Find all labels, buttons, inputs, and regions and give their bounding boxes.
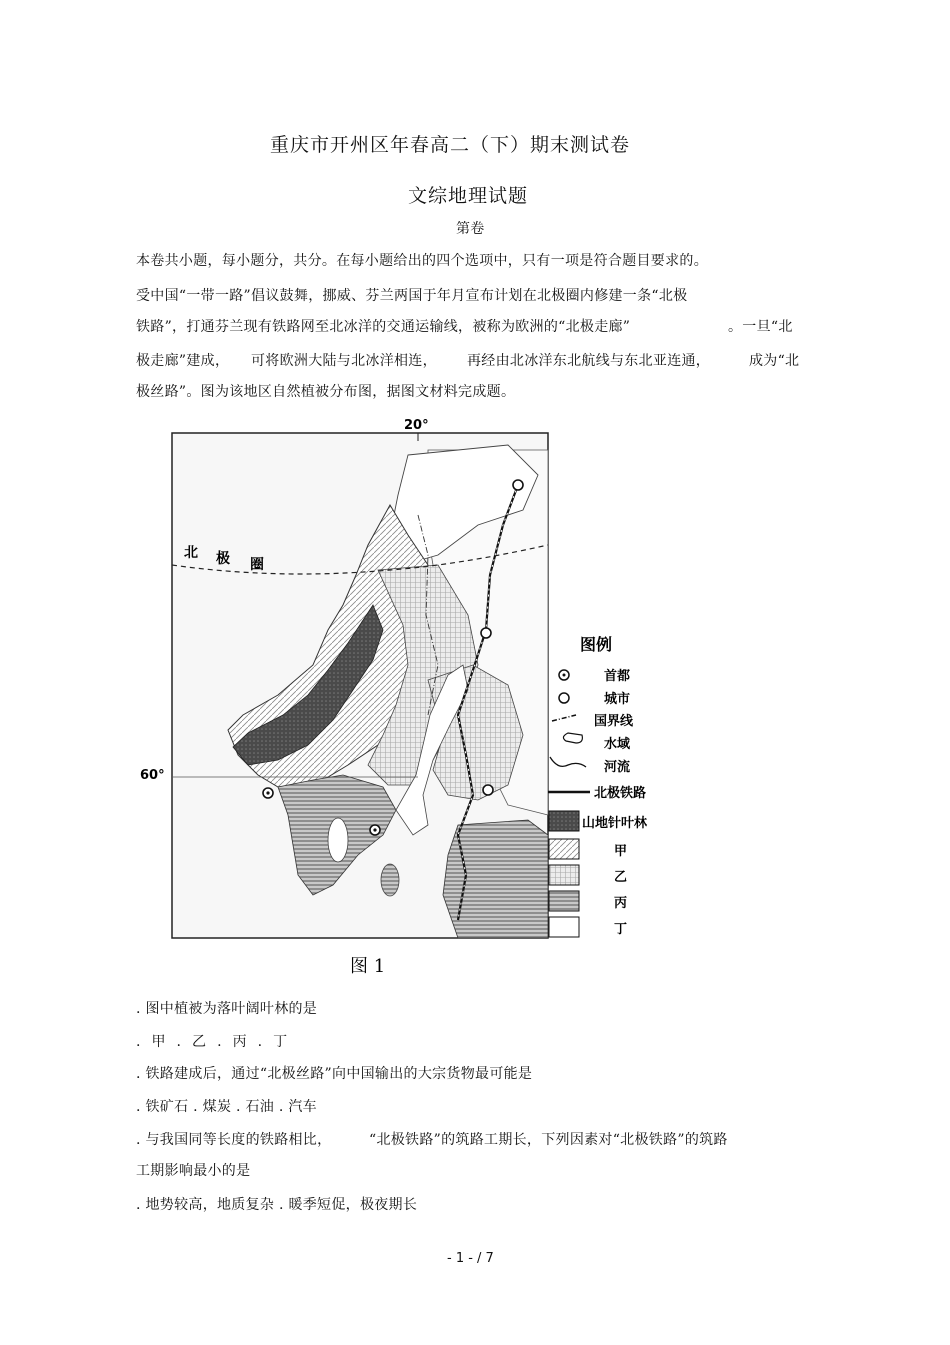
legend-water-symbol [563, 733, 582, 743]
city-marker-3 [483, 785, 493, 795]
arctic-circle-label-2: 极 [216, 551, 230, 567]
section-label: 第卷 [456, 221, 485, 237]
legend-city-symbol [559, 693, 569, 703]
intro-line-3a: 铁路”，打通芬兰现有铁路网至北冰洋的交通运输线，被称为欧洲的“北极走廊” [136, 319, 631, 335]
intro-line-2: 受中国“一带一路”倡议鼓舞，挪威、芬兰两国于年月宣布计划在北极圈内修建一条“北极 [136, 288, 688, 304]
legend-forest-swatch [549, 811, 579, 831]
legend-yi-label: 乙 [614, 870, 628, 885]
longitude-label: 20° [404, 418, 429, 433]
question-3-stem-b: “北极铁路”的筑路工期长，下列因素对“北极铁路”的筑路 [369, 1132, 728, 1148]
legend-border-label: 国界线 [594, 714, 634, 729]
legend-city-label: 城市 [604, 692, 631, 707]
legend-water-label: 水域 [604, 737, 631, 752]
question-1-stem: . 图中植被为落叶阔叶林的是 [136, 1001, 318, 1017]
legend-bing-label: 丙 [614, 896, 628, 911]
legend-ding-label: 丁 [614, 922, 628, 937]
legend-ding-swatch [549, 917, 579, 937]
intro-line-1: 本卷共小题，每小题分，共分。在每小题给出的四个选项中，只有一项是符合题目要求的。 [136, 253, 708, 269]
question-3-stem-a: . 与我国同等长度的铁路相比， [136, 1132, 332, 1148]
legend-jia-label: 甲 [614, 844, 628, 859]
legend-bing-swatch [549, 891, 579, 911]
city-marker-1 [513, 480, 523, 490]
capital-marker-2-dot [373, 828, 376, 831]
arctic-circle-label-3: 圈 [250, 557, 264, 573]
arctic-circle-label-1: 北 [184, 545, 198, 561]
intro-line-4b: 可将欧洲大陆与北冰洋相连， [251, 353, 437, 369]
legend-river-label: 河流 [604, 760, 631, 775]
doc-title: 重庆市开州区年春高二（下）期末测试卷 [270, 134, 631, 156]
city-marker-2 [481, 628, 491, 638]
legend-border-symbol [552, 715, 576, 721]
legend-title: 图例 [580, 635, 613, 654]
legend-yi-swatch [549, 865, 579, 885]
legend-capital-dot [563, 674, 566, 677]
intro-line-5: 极丝路”。图为该地区自然植被分布图，据图文材料完成题。 [136, 384, 516, 400]
legend-capital-label: 首都 [604, 669, 631, 684]
question-3-options: . 地势较高，地质复杂 . 暖季短促，极夜期长 [136, 1197, 418, 1213]
page-number: - 1 - / 7 [447, 1251, 494, 1266]
vegetation-map-figure [128, 415, 818, 980]
question-3-stem-c: 工期影响最小的是 [136, 1163, 251, 1179]
latitude-label: 60° [140, 768, 165, 783]
legend-river-symbol [550, 757, 586, 767]
intro-line-4a: 极走廊”建成， [136, 353, 230, 369]
question-2-options: . 铁矿石 . 煤炭 . 石油 . 汽车 [136, 1099, 317, 1115]
intro-line-3b: 。一旦“北 [728, 319, 793, 335]
legend-railway-label: 北极铁路 [594, 786, 647, 801]
question-2-stem: . 铁路建成后，通过“北极丝路”向中国输出的大宗货物最可能是 [136, 1066, 533, 1082]
legend-jia-swatch [549, 839, 579, 859]
map-legend [548, 635, 648, 937]
intro-line-4d: 成为“北 [749, 353, 800, 369]
capital-marker-1-dot [266, 791, 269, 794]
figure-caption: 图 1 [350, 956, 386, 977]
question-1-options: . 甲 . 乙 . 丙 . 丁 [136, 1034, 288, 1050]
legend-forest-label: 山地针叶林 [582, 816, 648, 831]
water-lake-1 [328, 818, 348, 862]
intro-line-4c: 再经由北冰洋东北航线与东北亚连通， [467, 353, 711, 369]
water-island [381, 864, 399, 896]
doc-subtitle: 文综地理试题 [408, 185, 529, 207]
